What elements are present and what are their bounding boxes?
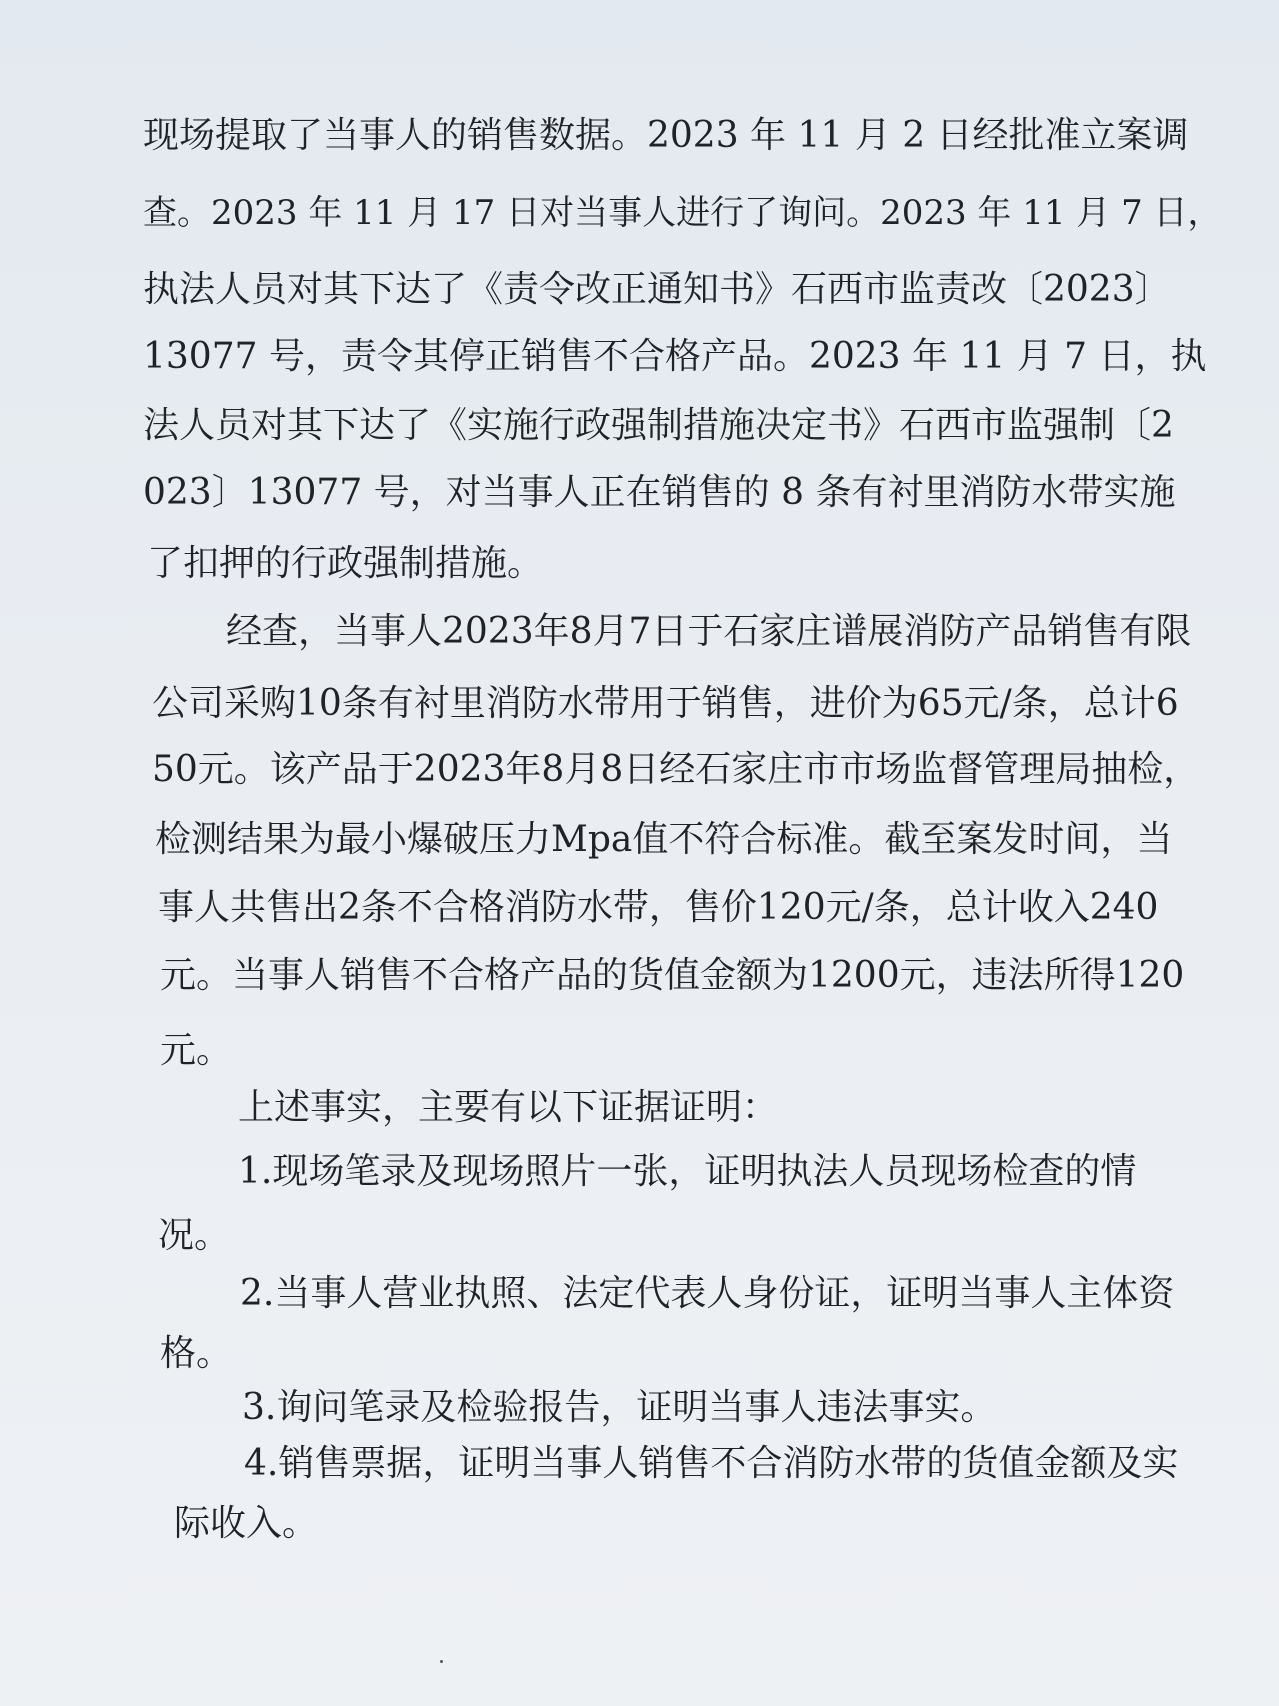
text-line: 现场提取了当事人的销售数据。2023 年 11 月 2 日经批准立案调 bbox=[143, 115, 1189, 156]
text-line: 公司采购10条有衬里消防水带用于销售，进价为65元/条，总计6 bbox=[152, 683, 1179, 724]
text-line: 4.销售票据，证明当事人销售不合消防水带的货值金额及实 bbox=[244, 1443, 1179, 1484]
text-line: 13077 号，责令其停正销售不合格产品。2023 年 11 月 7 日，执 bbox=[143, 336, 1207, 377]
text-line: 上述事实，主要有以下证据证明： bbox=[238, 1087, 779, 1128]
text-line: 格。 bbox=[160, 1333, 233, 1374]
text-line: 法人员对其下达了《实施行政强制措施决定书》石西市监强制〔2 bbox=[143, 405, 1174, 446]
text-line: 检测结果为最小爆破压力Mpa值不符合标准。截至案发时间，当 bbox=[155, 819, 1173, 860]
text-line: 际收入。 bbox=[174, 1503, 319, 1544]
paper-speck bbox=[440, 1660, 443, 1663]
text-line: 查。2023 年 11 月 17 日对当事人进行了询问。2023 年 11 月 7 日， bbox=[143, 193, 1222, 233]
text-line: 了扣押的行政强制措施。 bbox=[147, 543, 544, 584]
text-line: 经查，当事人2023年8月7日于石家庄谱展消防产品销售有限 bbox=[226, 611, 1192, 652]
text-line: 执法人员对其下达了《责令改正通知书》石西市监责改〔2023〕 bbox=[143, 269, 1171, 310]
text-line: 50元。该产品于2023年8月8日经石家庄市市场监督管理局抽检， bbox=[152, 749, 1200, 790]
text-line: 事人共售出2条不合格消防水带，售价120元/条，总计收入240 bbox=[158, 887, 1159, 928]
text-line: 元。 bbox=[160, 1030, 233, 1071]
text-line: 1.现场笔录及现场照片一张，证明执法人员现场检查的情 bbox=[238, 1151, 1137, 1192]
text-line: 2.当事人营业执照、法定代表人身份证，证明当事人主体资 bbox=[240, 1273, 1175, 1314]
text-line: 元。当事人销售不合格产品的货值金额为1200元，违法所得120 bbox=[160, 955, 1185, 996]
text-line: 况。 bbox=[158, 1215, 231, 1256]
text-line: 3.询问笔录及检验报告，证明当事人违法事实。 bbox=[242, 1387, 997, 1428]
text-line: 023〕13077 号，对当事人正在销售的 8 条有衬里消防水带实施 bbox=[143, 472, 1176, 513]
